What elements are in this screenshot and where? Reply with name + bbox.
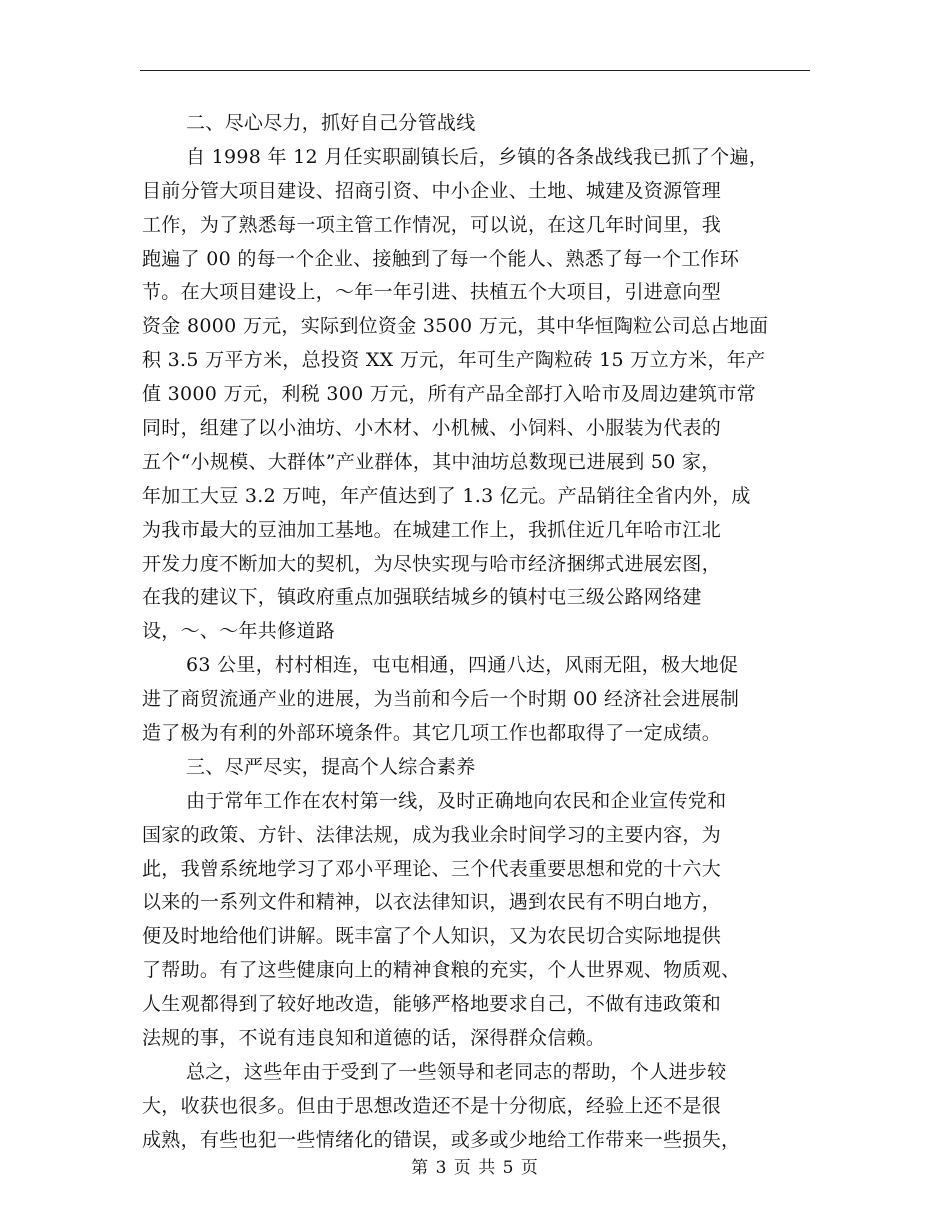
paragraph-line: 大，收获也很多。但由于思想改造还不是十分彻底，经验上还不是很 <box>142 1094 722 1117</box>
paragraph-line: 年加工大豆 3.2 万吨，年产值达到了 1.3 亿元。产品销往全省内外，成 <box>142 484 751 507</box>
paragraph-line: 五个“小规模、大群体”产业群体，其中油坊总数现已进展到 50 家， <box>142 450 721 473</box>
paragraph-line: 人生观都得到了较好地改造，能够严格地要求自己，不做有违政策和 <box>142 993 722 1016</box>
paragraph-line: 开发力度不断加大的契机，为尽快实现与哈市经济捆绑式进展宏图， <box>142 552 722 575</box>
paragraph-line: 节。在大项目建设上，～年一年引进、扶植五个大项目，引进意向型 <box>142 281 722 304</box>
paragraph-line: 便及时地给他们讲解。既丰富了个人知识，又为农民切合实际地提供 <box>142 925 722 948</box>
paragraph-line: 造了极为有利的外部环境条件。其它几项工作也都取得了一定成绩。 <box>142 722 722 745</box>
paragraph-line: 成熟，有些也犯一些情绪化的错误，或多或少地给工作带来一些损失， <box>142 1128 741 1151</box>
paragraph-line: 设，～、～年共修道路 <box>142 620 336 643</box>
paragraph-line: 自 1998 年 12 月任实职副镇长后，乡镇的各条战线我已抓了个遍， <box>186 145 769 168</box>
paragraph-line: 值 3000 万元，利税 300 万元，所有产品全部打入哈市及周边建筑市常 <box>142 383 756 406</box>
paragraph-line: 工作，为了熟悉每一项主管工作情况，可以说，在这几年时间里，我 <box>142 213 722 236</box>
paragraph-line: 在我的建议下，镇政府重点加强联结城乡的镇村屯三级公路网络建 <box>142 586 702 609</box>
paragraph-line: 由于常年工作在农村第一线，及时正确地向农民和企业宣传党和 <box>186 789 727 812</box>
paragraph-line: 同时，组建了以小油坊、小木材、小机械、小饲料、小服装为代表的 <box>142 417 722 440</box>
header-rule <box>140 70 810 71</box>
page-footer: 第 3 页 共 5 页 <box>411 1158 539 1178</box>
paragraph-line: 以来的一系列文件和精神，以衣法律知识，遇到农民有不明白地方， <box>142 891 722 914</box>
paragraph-line: 了帮助。有了这些健康向上的精神食粮的充实，个人世界观、物质观、 <box>142 959 741 982</box>
section-heading: 三、尽严尽实，提高个人综合素养 <box>186 755 476 778</box>
paragraph-line: 资金 8000 万元，实际到位资金 3500 万元，其中华恒陶粒公司总占地面 <box>142 315 769 338</box>
paragraph-line: 进了商贸流通产业的进展，为当前和今后一个时期 00 经济社会进展制 <box>142 688 740 711</box>
paragraph-line: 跑遍了 00 的每一个企业、接触到了每一个能人、熟悉了每一个工作环 <box>142 247 740 270</box>
paragraph-line: 此，我曾系统地学习了邓小平理论、三个代表重要思想和党的十六大 <box>142 857 722 880</box>
document-body <box>142 107 812 1158</box>
paragraph-line: 总之，这些年由于受到了一些领导和老同志的帮助，个人进步较 <box>186 1060 727 1083</box>
paragraph-line: 积 3.5 万平方米，总投资 XX 万元，年可生产陶粒砖 15 万立方米，年产 <box>142 349 766 372</box>
paragraph-line: 63 公里，村村相连，屯屯相通，四通八达，风雨无阻，极大地促 <box>186 654 739 677</box>
paragraph-line: 国家的政策、方针、法律法规，成为我业余时间学习的主要内容，为 <box>142 823 722 846</box>
paragraph-line: 目前分管大项目建设、招商引资、中小企业、土地、城建及资源管理 <box>142 179 722 202</box>
paragraph-line: 为我市最大的豆油加工基地。在城建工作上，我抓住近几年哈市江北 <box>142 518 722 541</box>
section-heading: 二、尽心尽力，抓好自己分管战线 <box>186 112 476 134</box>
paragraph-line: 法规的事，不说有违良知和道德的话，深得群众信赖。 <box>142 1027 606 1050</box>
